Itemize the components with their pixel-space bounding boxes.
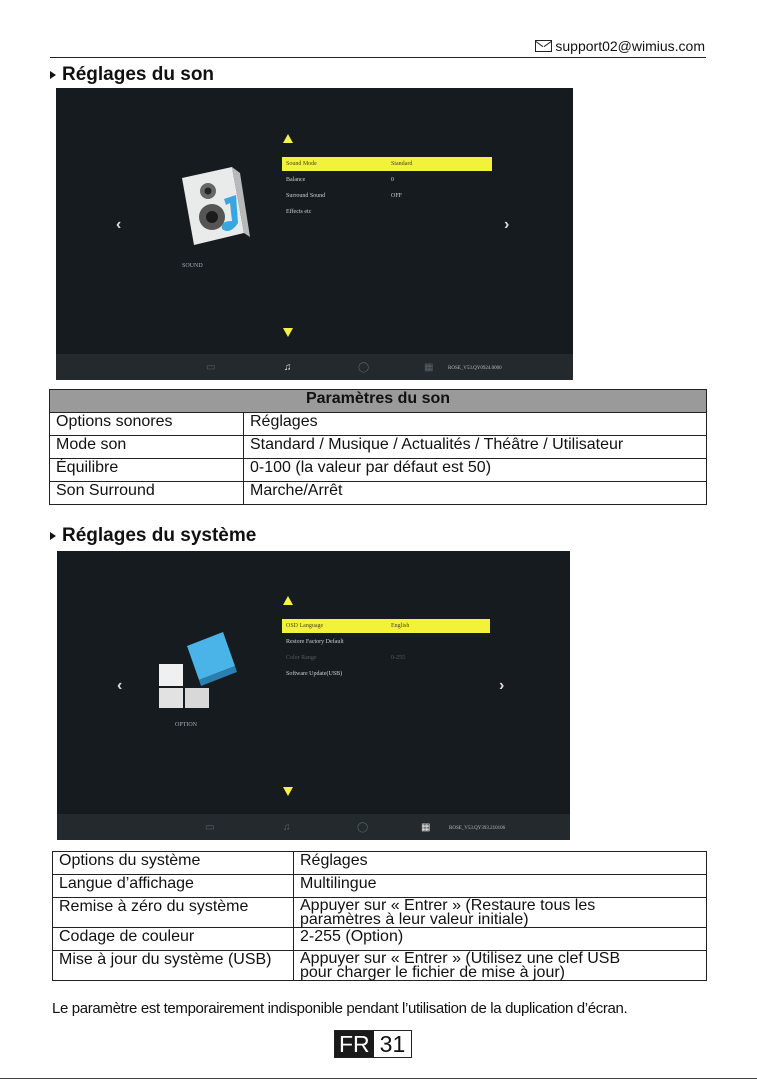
sound-settings-screenshot (56, 88, 573, 380)
bullet-triangle-icon (50, 71, 56, 79)
row-option: Langue d’affichage (53, 875, 294, 898)
table-row (50, 482, 707, 505)
row-option: Options du système (53, 852, 294, 875)
email-address: support02@wimius.com (555, 38, 705, 54)
system-parameters-table (52, 851, 707, 981)
music-note-icon: ♫ (284, 362, 292, 373)
row-value: Appuyer sur « Entrer » (Restaure tous les paramètres à leur valeur initiale) (294, 898, 707, 928)
table-row (50, 413, 707, 436)
table-row (53, 951, 707, 981)
option-grid-icon: ▦ (424, 362, 434, 373)
nav-left-chevron-icon: ‹ (116, 216, 122, 233)
menu-row-balance: Balance 0 (286, 177, 394, 183)
system-section-title-text: Réglages du système (62, 525, 257, 546)
system-section-title (50, 525, 256, 547)
menu-row-osd-language: OSD Language English (282, 619, 490, 633)
header-email (535, 38, 705, 54)
envelope-icon (535, 40, 552, 52)
menu-row-color-range: Color Range 0-255 (286, 655, 405, 661)
firmware-version-text: ROSE_V53.QY0924.0000 (448, 366, 502, 371)
sound-parameters-table (49, 389, 707, 505)
menu-row-effects: Effects etc (286, 209, 312, 215)
row-option: Mode son (50, 436, 244, 459)
scroll-up-arrow-icon (283, 596, 293, 605)
row-value: Standard / Musique / Actualités / Théâtre / Utilisateur (244, 436, 707, 459)
scroll-down-arrow-icon (283, 787, 293, 796)
page-language: FR (335, 1031, 374, 1057)
footnote: Le paramètre est temporairement indisponible pendant l’utilisation de la duplication d’écran. (52, 1000, 628, 1017)
row-value: 0-100 (la valeur par défaut est 50) (244, 459, 707, 482)
bottom-divider (0, 1078, 757, 1079)
music-note-icon: ♫ (283, 822, 291, 833)
picture-icon: ▭ (205, 822, 215, 833)
nav-right-chevron-icon: › (504, 216, 510, 233)
row-option: Son Surround (50, 482, 244, 505)
menu-row-software-update: Software Update(USB) (286, 671, 343, 677)
option-icon-caption: OPTION (175, 722, 197, 728)
table-row (53, 852, 707, 875)
nav-left-chevron-icon: ‹ (117, 677, 123, 694)
row-value: 2-255 (Option) (294, 928, 707, 951)
sound-section-title-text: Réglages du son (62, 64, 215, 85)
nav-right-chevron-icon: › (499, 677, 505, 694)
row-option: Codage de couleur (53, 928, 294, 951)
row-option: Options sonores (50, 413, 244, 436)
row-option: Mise à jour du système (USB) (53, 951, 294, 981)
page-number: 31 (374, 1031, 412, 1057)
sound-icon-caption: SOUND (182, 263, 203, 269)
scroll-down-arrow-icon (283, 328, 293, 337)
table-row (50, 459, 707, 482)
firmware-version-text: ROSE_V53.QY393.210106 (449, 826, 506, 831)
table-row (53, 898, 707, 928)
row-value: Réglages (244, 413, 707, 436)
row-value: Réglages (294, 852, 707, 875)
option-blocks-icon (153, 626, 243, 716)
menu-row-surround: Surround Sound OFF (286, 193, 403, 199)
option-grid-icon: ▦ (421, 822, 431, 833)
table-row (50, 436, 707, 459)
row-value: Appuyer sur « Entrer » (Utilisez une clef USB pour charger le fichier de mise à jour) (294, 951, 707, 981)
bottom-menu-bar (57, 814, 570, 840)
speaker-music-icon (172, 163, 256, 253)
sound-section-title (50, 64, 214, 86)
row-value: Marche/Arrêt (244, 482, 707, 505)
table-header: Paramètres du son (50, 390, 707, 413)
clock-icon: ◯ (357, 822, 369, 833)
table-row (53, 875, 707, 898)
row-value: Multilingue (294, 875, 707, 898)
table-row (53, 928, 707, 951)
bottom-menu-bar (56, 354, 573, 380)
row-option: Remise à zéro du système (53, 898, 294, 928)
scroll-up-arrow-icon (283, 134, 293, 143)
row-option: Équilibre (50, 459, 244, 482)
menu-row-restore-factory: Restore Factory Default (286, 639, 344, 645)
menu-row-sound-mode: Sound Mode Standard (282, 157, 492, 171)
picture-icon: ▭ (206, 362, 216, 373)
clock-icon: ◯ (358, 362, 370, 373)
header-divider (50, 57, 706, 58)
system-settings-screenshot (57, 551, 570, 840)
page-number-badge (334, 1030, 412, 1058)
bullet-triangle-icon (50, 532, 56, 540)
